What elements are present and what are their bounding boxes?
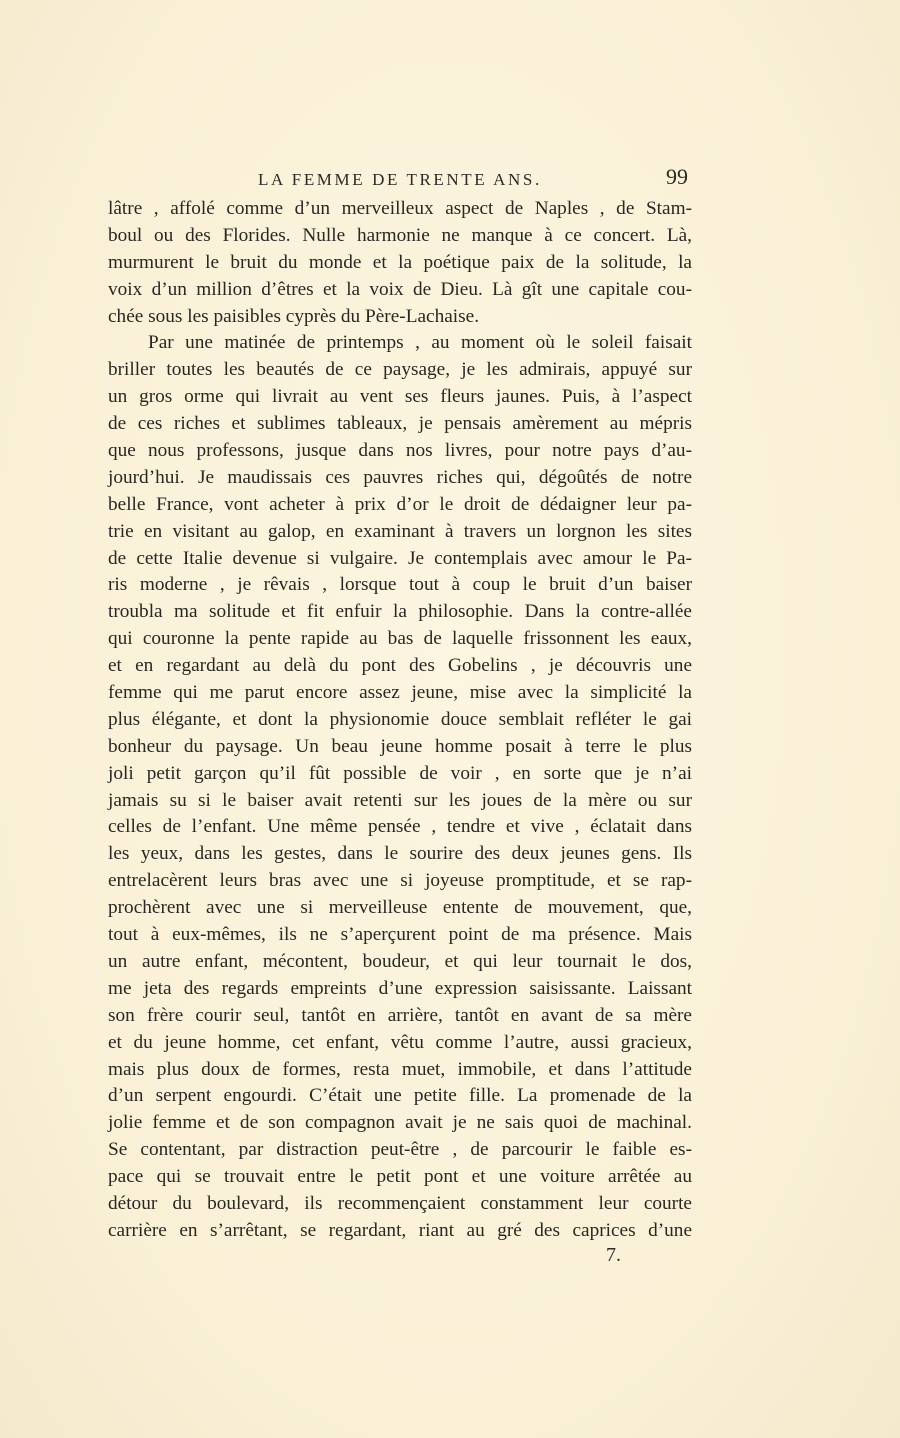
- text-line: jolie femme et de son compagnon avait je ne sais quoi de machinal.: [108, 1112, 692, 1134]
- text-line: troubla ma solitude et fit enfuir la philosophie. Dans la contre-allée: [108, 601, 692, 623]
- text-line: belle France, vont acheter à prix d’or le droit de dédaigner leur pa-: [108, 493, 692, 515]
- text-line: boul ou des Florides. Nulle harmonie ne manque à ce concert. Là,: [108, 224, 692, 246]
- text-line: voix d’un million d’êtres et la voix de Dieu. Là gît une capitale cou-: [108, 278, 692, 300]
- text-line: jamais su si le baiser avait retenti sur les joues de la mère ou sur: [108, 789, 692, 811]
- text-line: me jeta des regards empreints d’une expression saisissante. Laissant: [108, 977, 692, 999]
- text-line: Se contentant, par distraction peut-être , de parcourir le faible es-: [108, 1139, 692, 1161]
- text-line: entrelacèrent leurs bras avec une si joyeuse promptitude, et se rap-: [108, 870, 692, 892]
- page-number: 99: [666, 164, 688, 189]
- text-line: trie en visitant au galop, en examinant à travers un lorgnon les sites: [108, 520, 692, 542]
- signature-mark: 7.: [606, 1244, 621, 1266]
- text-line: briller toutes les beautés de ce paysage, je les admirais, appuyé sur: [108, 359, 692, 381]
- text-line: un autre enfant, mécontent, boudeur, et qui leur tournait le dos,: [108, 950, 692, 972]
- page-header: [108, 164, 692, 194]
- text-line: lâtre , affolé comme d’un merveilleux aspect de Naples , de Stam-: [108, 198, 692, 219]
- text-line: plus élégante, et dont la physionomie douce semblait refléter le gai: [108, 708, 692, 730]
- text-line: prochèrent avec une si merveilleuse entente de mouvement, que,: [108, 897, 692, 919]
- text-line: son frère courir seul, tantôt en arrière, tantôt en avant de sa mère: [108, 1004, 692, 1026]
- body-text: [108, 196, 692, 1245]
- text-line: qui couronne la pente rapide au bas de laquelle frissonnent les eaux,: [108, 628, 692, 650]
- text-line: d’un serpent engourdi. C’était une petite fille. La promenade de la: [108, 1085, 692, 1107]
- text-line: les yeux, dans les gestes, dans le sourire des deux jeunes gens. Ils: [108, 843, 692, 865]
- text-line: chée sous les paisibles cyprès du Père-Lachaise.: [108, 305, 480, 327]
- text-line: et du jeune homme, cet enfant, vêtu comme l’autre, aussi gracieux,: [108, 1031, 692, 1053]
- text-line: mais plus doux de formes, resta muet, immobile, et dans l’attitude: [108, 1058, 692, 1080]
- text-line: murmurent le bruit du monde et la poétique paix de la solitude, la: [108, 251, 692, 273]
- text-line: un gros orme qui livrait au vent ses fleurs jaunes. Puis, à l’aspect: [108, 386, 692, 408]
- text-line: joli petit garçon qu’il fût possible de voir , en sorte que je n’ai: [108, 762, 692, 784]
- text-line: jourd’hui. Je maudissais ces pauvres riches qui, dégoûtés de notre: [108, 466, 692, 488]
- text-line: femme qui me parut encore assez jeune, mise avec la simplicité la: [108, 682, 692, 704]
- text-line: et en regardant au delà du pont des Gobelins , je découvris une: [108, 655, 692, 677]
- text-line: pace qui se trouvait entre le petit pont et une voiture arrêtée au: [108, 1166, 692, 1188]
- text-line: détour du boulevard, ils recommençaient constamment leur courte: [108, 1192, 692, 1214]
- text-line: que nous professons, jusque dans nos livres, pour notre pays d’au-: [108, 440, 692, 462]
- text-line: bonheur du paysage. Un beau jeune homme posait à terre le plus: [108, 735, 692, 757]
- text-line: celles de l’enfant. Une même pensée , tendre et vive , éclatait dans: [108, 816, 692, 838]
- text-line: de ces riches et sublimes tableaux, je pensais amèrement au mépris: [108, 413, 692, 435]
- text-line: de cette Italie devenue si vulgaire. Je contemplais avec amour le Pa-: [108, 547, 692, 569]
- text-line: ris moderne , je rêvais , lorsque tout à coup le bruit d’un baiser: [108, 574, 692, 596]
- text-line: tout à eux-mêmes, ils ne s’aperçurent point de ma présence. Mais: [108, 924, 692, 946]
- running-title: LA FEMME DE TRENTE ANS.: [258, 170, 542, 189]
- text-line: carrière en s’arrêtant, se regardant, riant au gré des caprices d’une: [108, 1219, 692, 1241]
- text-line: Par une matinée de printemps , au moment où le soleil faisait: [148, 332, 692, 354]
